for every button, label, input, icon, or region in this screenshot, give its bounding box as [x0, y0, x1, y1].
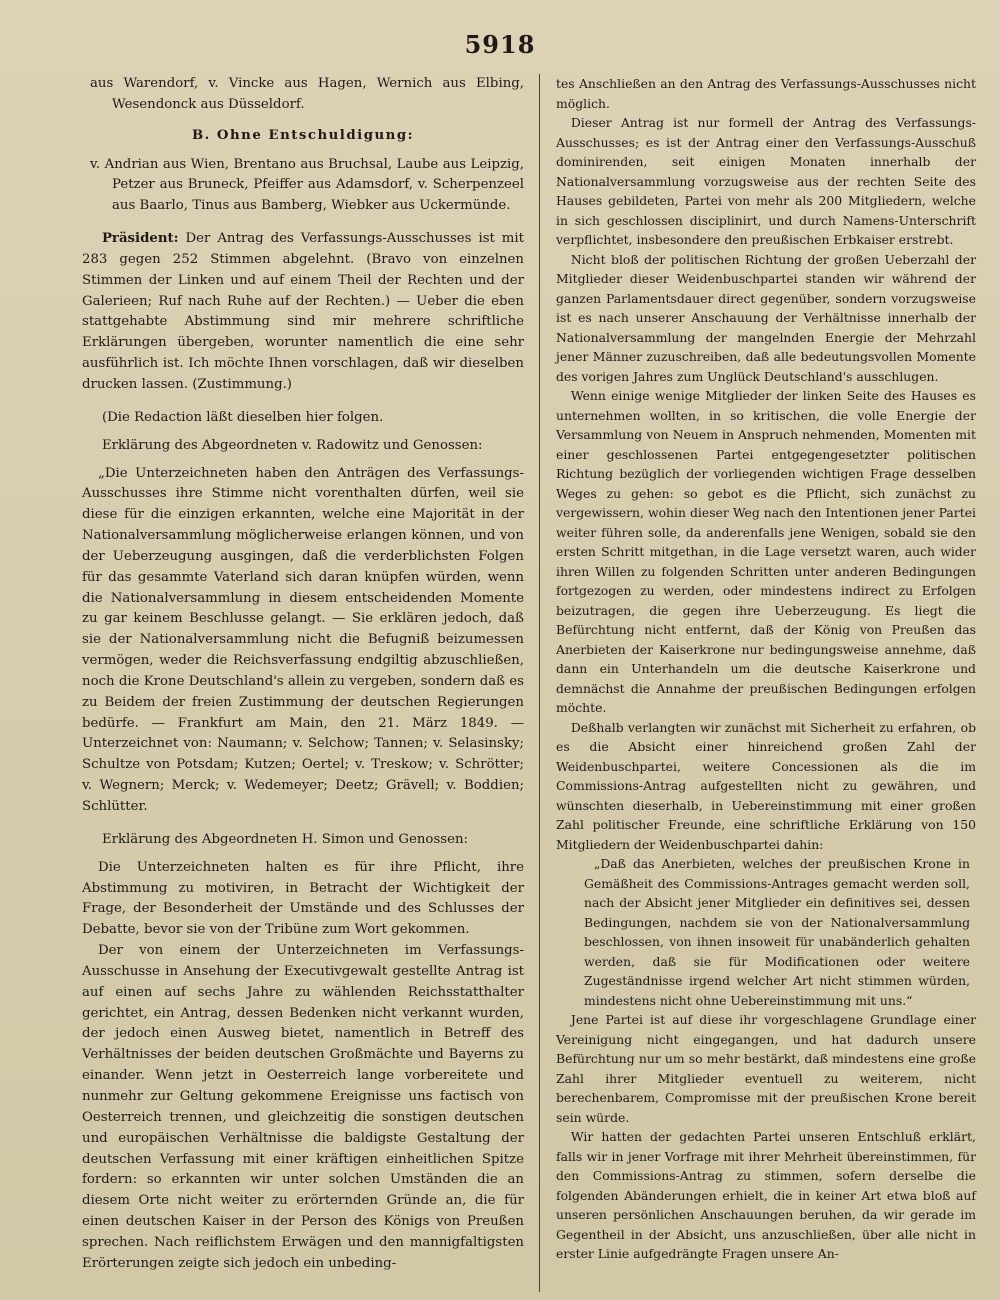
declaration-radowitz-text: „Die Unterzeichneten haben den Anträgen des Verfassungs-Ausschusses ihre Stimme nicht vorenthalten dürfen, weil sie diese für die einzigen erkannten, welche eine Majorität in der Nationalversammlung möglicherweise erlangen können, und von der Ueberzeugung ausgingen, daß die verderblichsten Folgen für das gesammte Vaterland sich daran knüpfen würden, wenn die Nationalversammlung in diesem entscheidenden Momente zu gar keinem Beschlusse gelangt. — Sie erklären jedoch, daß sie der Nationalversammlung nicht die Befugniß beizumessen vermögen, weder die Reichsverfassung endgiltig abzuschließen, noch die Krone Deutschland's allein zu vergeben, sondern daß es zu Beidem der freien Zustimmung der deutschen Regierungen bedürfe. — Frankfurt am Main, den 21. März 1849. — Unterzeichnet von: Naumann; v. Selchow; Tannen; v. Selasinsky; Schultze von Potsdam; Kutzen; Oertel; v. Treskow; v. Schrötter; v. Wegnern; Merck; v. Wedemeyer; Deetz; Grävell; v. Boddien; Schlütter. — [82, 465, 524, 814]
paragraph-sicherheit: Deßhalb verlangten wir zunächst mit Sicherheit zu erfahren, ob es die Absicht einer hinreichend großen Zahl der Weidenbuschpartei, weitere Concessionen als die im Commissions-Antrag aufgestellten nicht zu gewähren, und wünschten dieserhalb, in Uebereinstimmung mit einer großen Zahl politischer Freunde, eine schriftliche Erklärung von 150 Mitgliedern der Weidenbuschpartei dahin: — [556, 719, 976, 852]
page-number: 5918 — [464, 30, 536, 59]
paragraph-richtung: Nicht bloß der politischen Richtung der großen Ueberzahl der Mitglieder dieser Weidenbuschpartei standen wir während der ganzen Parlamentsdauer direct gegenüber, sondern vorzugsweise ist es nach unserer Anschauung der Verhältnisse innerhalb der Nationalversammlung der mangelnden Energie der Mehrzahl jener Männer zuzuschreiben, daß alle bedeutungsvollen Momente des vorigen Jahres zum Unglück Deutschland's ausschlugen. — [556, 251, 976, 384]
left-column — [82, 74, 524, 1275]
paragraph-partei: Jene Partei ist auf diese ihr vorgeschlagene Grundlage einer Vereinigung nicht eingegangen, und hat dadurch unsere Befürchtung nur um so mehr bestärkt, daß mindestens eine große Zahl ihrer Mitglieder eventuell zu weiterem, nicht berechenbarem, Compromisse mit der preußischen Krone bereit sein würde. — [556, 1012, 976, 1125]
president-statement — [82, 229, 524, 396]
declaration-simon-body: Der von einem der Unterzeichneten im Verfassungs-Ausschusse in Ansehung der Executivgewalt gestellte Antrag ist auf einen auf sechs Jahre zu wählenden Reichsstatthalter gerichtet, ein Antrag, dessen Bedenken nicht verkannt wurden, der jedoch einen Ausweg bietet, namentlich in Betreff des Verhältnisses der beiden deutschen Großmächte und Bayerns zu einander. Wenn jetzt in Oesterreich lange vorbereitete und nunmehr zur Geltung gekommene Ereignisse uns factisch von Oesterreich trennen, und gleichzeitig die sonstigen deutschen und europäischen Verhältnisse die baldigste Gestaltung der deutschen Verfassung mit einer kräftigen einheitlichen Spitze fordern: so erkannten wir unter solchen Umständen die an diesem Orte nicht weiter zu erörternden Gründe an, die für einen deutschen Kaiser in der Person des Königs von Preußen sprechen. Nach reiflichstem Erwägen und den mannigfaltigsten Erörterungen zeigte sich jedoch ein unbeding- — [82, 943, 524, 1271]
declaration-radowitz-title: Erklärung des Abgeordneten v. Radowitz und Genossen: — [101, 437, 483, 453]
continued-paragraph: tes Anschließen an den Antrag des Verfassungs-Ausschusses nicht möglich. — [556, 76, 976, 111]
quoted-declaration: „Daß das Anerbieten, welches der preußischen Krone in Gemäßheit des Commissions-Antrages gemacht werden soll, nach der Absicht jener Mitglieder ein definitives sei, dessen Bedingungen, nachdem sie von der Nationalversammlung beschlossen, von ihnen insoweit für unabänderlich gehalten werden, daß sie für Modificationen oder weitere Zugeständnisse irgend welcher Art nicht stimmen würden, mindestens nicht ohne Uebereinstimmung mit uns.“ — [584, 856, 970, 1008]
speaker-label: Präsident: — [101, 231, 179, 247]
declaration-simon-intro: Die Unterzeichneten halten es für ihre Pflicht, ihre Abstimmung zu motiviren, in Betracht der Wichtigkeit der Frage, der Besonderheit der Umstände und des Schlusses der Debatte, bevor sie von der Tribüne zum Wort gekommen. — [82, 859, 524, 938]
heading-without-excuse: B. Ohne Entschuldigung: — [191, 127, 415, 143]
paragraph-entschluss: Wir hatten der gedachten Partei unseren Entschluß erklärt, falls wir in jener Vorfrage mit ihrer Mehrheit übereinstimmen, für den Commissions-Antrag zu stimmen, sofern derselbe die folgenden Abänderungen erhielt, die in keiner Art etwa bloß auf unseren persönlichen Anschauungen beruhen, da wir gerade im Gegentheil in der Absicht, uns anzuschließen, über alle nicht in erster Linie aufgedrängte Fragen unsere An- — [556, 1129, 976, 1261]
declaration-simon-title: Erklärung des Abgeordneten H. Simon und Genossen: — [101, 831, 468, 847]
president-statement-text: Der Antrag des Verfassungs-Ausschusses ist mit 283 gegen 252 Stimmen abgelehnt. (Bravo von einzelnen Stimmen der Linken und auf einem Theil der Rechten und der Galerieen; Ruf nach Ruhe auf der Rechten.) — Ueber die eben stattgehabte Abstimmung sind mir mehrere schriftliche Erklärungen übergeben, worunter namentlich die eine sehr ausführlich ist. Ich möchte Ihnen vorschlagen, daß wir dieselben drucken lassen. (Zustimmung.) — [82, 231, 524, 392]
column-divider — [539, 74, 540, 1292]
right-column — [556, 74, 976, 1264]
absent-list-unexcused: v. Andrian aus Wien, Brentano aus Bruchsal, Laube aus Leipzig, Petzer aus Bruneck, Pfeiffer aus Adamsdorf, v. Scherpenzeel aus Baarlo, Tinus aus Bamberg, Wiebker aus Uckermünde. — [90, 156, 524, 214]
redaction-note: (Die Redaction läßt dieselben hier folgen. — [101, 409, 384, 425]
absent-list-continued: aus Warendorf, v. Vincke aus Hagen, Wernich aus Elbing, Wesendonck aus Düsseldorf. — [90, 76, 524, 112]
paragraph-antrag: Dieser Antrag ist nur formell der Antrag des Verfassungs-Ausschusses; es ist der Antrag einer den Verfassungs-Ausschuß dominirenden, seit einigen Monaten innerhalb der Nationalversammlung vorzugsweise aus der rechten Seite des Hauses gebildeten, Partei von mehr als 200 Mitgliedern, welche in sich geschlossen disciplinirt, und durch Namens-Unterschrift verpflichtet, insbesondere den preußischen Erbkaiser erstrebt. — [556, 115, 976, 247]
paragraph-mitglieder: Wenn einige wenige Mitglieder der linken Seite des Hauses es unternehmen wollten, in so kritischen, die volle Energie der Versammlung von Neuem in Anspruch nehmenden, Momenten mit einer geschlossenen Partei entgegengesetzter politischen Richtung bezüglich der vorliegenden wichtigen Frage desselben Weges zu gehen: so gebot es die Pflicht, sich zunächst zu vergewissern, wohin dieser Weg nach den Intentionen jener Partei weiter führen solle, da anderenfalls jene Wenigen, sobald sie den ersten Schritt mitgethan, in die Lage versetzt waren, auch wider ihren Willen zu folgenden Schritten unter anderen Bedingungen fortgezogen zu werden, oder mindestens indirect zu Erfolgen beizutragen, die gegen ihre Ueberzeugung. Es liegt die Befürchtung nicht entfernt, daß der König von Preußen das Anerbieten der Kaiserkrone nur bedingungsweise annehme, daß dann ein Unterhandeln um die deutsche Kaiserkrone und demnächst die Annahme der preußischen Bedingungen erfolgen möchte. — [556, 388, 976, 715]
